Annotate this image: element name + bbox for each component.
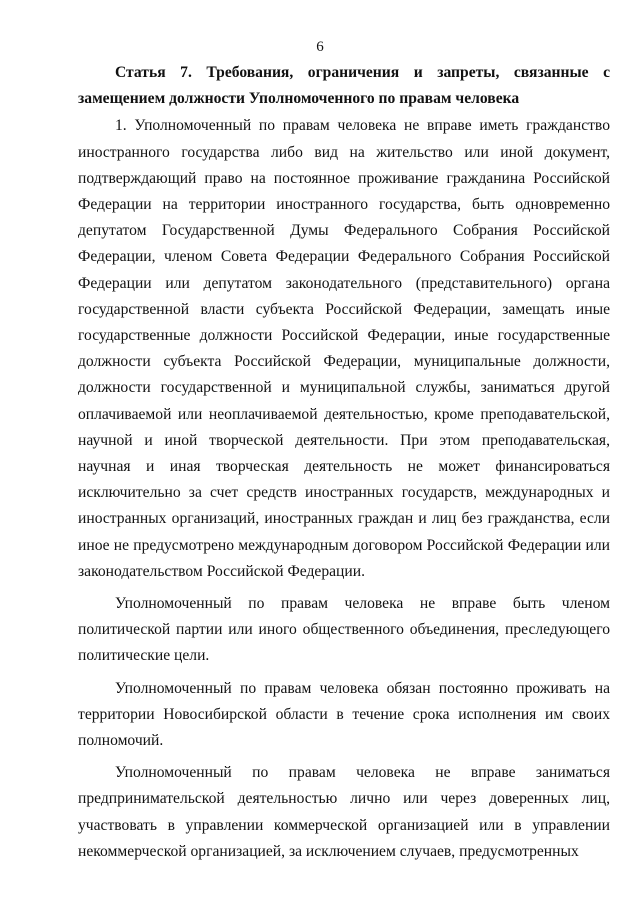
page-number: 6 bbox=[316, 39, 324, 55]
paragraph-2: Уполномоченный по правам человека не вправе быть членом политической партии или иного общественного объединения, преследующего политические цели. bbox=[78, 595, 610, 665]
paragraph-4: Уполномоченный по правам человека не вправе заниматься предпринимательской деятельностью лично или через доверенных лиц, участвовать в управлении коммерческой организацией или в управлении некоммерческой организацией, за исключением случаев, предусмотренных bbox=[78, 764, 610, 860]
article-heading: Статья 7. Требования, ограничения и запреты, связанные с замещением должности Уполномоченного по правам человека bbox=[78, 64, 610, 108]
document-body bbox=[78, 60, 610, 866]
paragraph-3: Уполномоченный по правам человека обязан постоянно проживать на территории Новосибирской области в течение срока исполнения им своих полномочий. bbox=[78, 679, 610, 750]
paragraph-1: 1. Уполномоченный по правам человека не вправе иметь гражданство иностранного государства либо вид на жительство или иной документ, подтверждающий право на постоянное проживание гражданина Российской Федерации на территории иностранного государства, быть одновременно депутатом Государственной Думы Федерального Собрания Российской Федерации, членом Совета Федерации Федерального Собрания Российской Федерации или депутатом законодательного (представительного) органа государственной власти субъекта Российской Федерации, замещать иные государственные должности Российской Федерации, иные государственные должности субъекта Российской Федерации, муниципальные должности, должности государственной и муниципальной службы, заниматься другой оплачиваемой или неоплачиваемой деятельностью, кроме преподавательской, научной и иной творческой деятельности. При этом преподавательская, научная и иная творческая деятельность не может финансироваться исключительно за счет средств иностранных государств, международных и иностранных организаций, иностранных граждан и лиц без гражданства, если иное не предусмотрено международным договором Российской Федерации или законодательством Российской Федерации. bbox=[78, 117, 610, 580]
